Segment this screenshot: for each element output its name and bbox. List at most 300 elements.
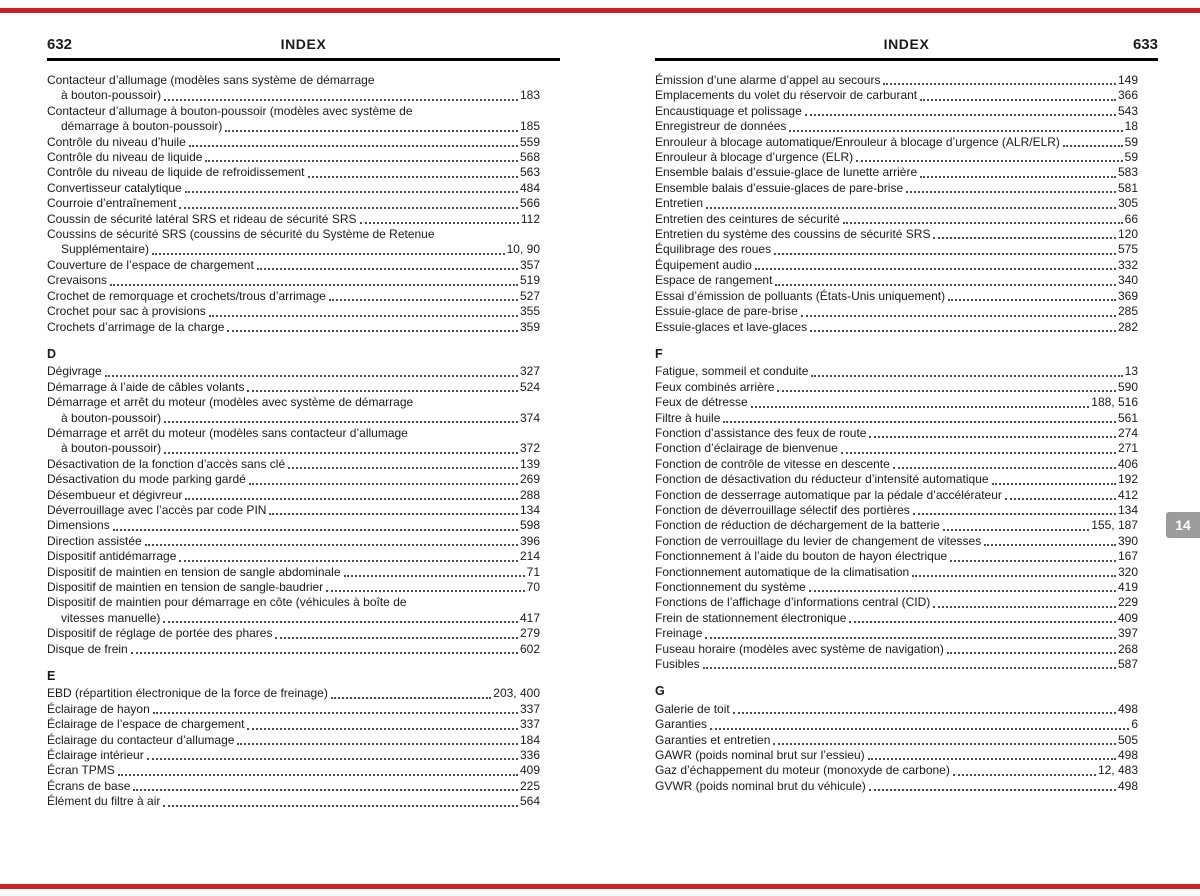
dot-leader <box>329 299 518 301</box>
dot-leader <box>869 436 1116 438</box>
entry-text: Fonctions de l’affichage d’informations central (CID) <box>655 595 931 610</box>
entry-row <box>47 642 540 657</box>
entry-page-number: 282 <box>1117 319 1138 334</box>
entry-row <box>47 242 540 257</box>
entry-page-number: 336 <box>519 748 540 763</box>
entry-row <box>47 748 540 763</box>
dot-leader <box>163 805 518 807</box>
entry-text: Fonction de déverrouillage sélectif des portières <box>655 502 910 517</box>
dot-leader <box>869 789 1116 791</box>
entry-row <box>655 119 1138 134</box>
entry-page-number: 359 <box>519 319 540 334</box>
entry-row <box>655 320 1138 335</box>
entry-row <box>47 733 540 748</box>
entry-page-number: 390 <box>1117 533 1138 548</box>
entry-row <box>47 212 540 227</box>
dot-leader <box>733 712 1116 714</box>
entry-text: Dispositif de réglage de portée des phares <box>47 626 273 641</box>
dot-leader <box>751 406 1090 408</box>
dot-leader <box>288 467 518 469</box>
entry-row <box>47 304 540 319</box>
entry-row <box>655 779 1138 794</box>
entry-page-number: 559 <box>519 134 540 149</box>
entry-page-number: 372 <box>519 441 540 456</box>
entry-text: Ensemble balais d’essuie-glaces de pare-brise <box>655 180 904 195</box>
dot-leader <box>164 421 518 423</box>
bottom-red-rule <box>0 884 1200 889</box>
entry-page-number: 139 <box>519 456 540 471</box>
index-entry <box>47 273 540 288</box>
entry-text: Écrans de base <box>47 778 131 793</box>
entry-text: Éclairage de hayon <box>47 701 150 716</box>
entry-text: Galerie de toit <box>655 701 730 716</box>
index-entry <box>655 642 1138 657</box>
entry-page-number: 527 <box>519 288 540 303</box>
index-entry <box>47 426 540 457</box>
entry-page-number: 575 <box>1117 242 1138 257</box>
dot-leader <box>1063 145 1123 147</box>
entry-page-number: 519 <box>519 273 540 288</box>
index-entry <box>47 534 540 549</box>
entry-text: Élément du filtre à air <box>47 794 161 809</box>
entry-text: Fonctionnement du système <box>655 580 806 594</box>
chapter-tab-label: 14 <box>1175 517 1191 533</box>
dot-leader <box>948 299 1116 301</box>
entry-text: Désactivation de la fonction d’accès sans clé <box>47 456 286 471</box>
entry-text: Fonction d’éclairage de bienvenue <box>655 441 838 456</box>
entry-page-number: 566 <box>519 196 540 211</box>
index-entry <box>655 611 1138 626</box>
entry-page-number: 568 <box>519 150 540 165</box>
entry-page-number: 561 <box>1117 410 1138 425</box>
entry-page-number: 498 <box>1117 701 1138 716</box>
entry-page-number: 417 <box>519 610 540 625</box>
entry-text: Émission d’une alarme d’appel au secours <box>655 73 881 87</box>
dot-leader <box>868 758 1116 760</box>
entry-page-number: 268 <box>1117 641 1138 656</box>
page-633 <box>655 36 1158 794</box>
dot-leader <box>933 606 1116 608</box>
dot-leader <box>209 315 518 317</box>
index-entry <box>655 580 1138 595</box>
page-header-right <box>655 36 1158 56</box>
entry-row <box>47 580 540 595</box>
dot-leader <box>247 728 518 730</box>
entry-row <box>655 258 1138 273</box>
index-entry <box>47 779 540 794</box>
entry-row <box>47 196 540 211</box>
top-red-rule <box>0 8 1200 13</box>
index-entry <box>655 273 1138 288</box>
entry-text: Enregistreur de données <box>655 119 787 134</box>
dot-leader <box>189 145 518 147</box>
entry-page-number: 184 <box>519 732 540 747</box>
dot-leader <box>308 176 518 178</box>
entry-text: à bouton-poussoir) <box>61 410 162 425</box>
entry-row <box>47 165 540 180</box>
entry-row <box>47 717 540 732</box>
entry-text: Garanties <box>655 717 708 732</box>
index-entry <box>655 733 1138 748</box>
entry-page-number: 269 <box>519 472 540 487</box>
entry-page-number: 590 <box>1117 379 1138 394</box>
index-entry <box>47 165 540 180</box>
entry-page-number: 279 <box>519 626 540 641</box>
entry-page-number: 59 <box>1124 150 1138 165</box>
entry-text: Éclairage du contacteur d’allumage <box>47 732 235 747</box>
dot-leader <box>789 130 1122 132</box>
dot-leader <box>777 390 1116 392</box>
entry-text: Ensemble balais d’essuie-glace de lunette arrière <box>655 165 918 180</box>
entry-text: Fonction d’assistance des feux de route <box>655 425 867 440</box>
entry-text: vitesses manuelle) <box>61 610 161 625</box>
entry-text: Contrôle du niveau de liquide <box>47 150 203 165</box>
entry-text: Essuie-glaces et lave-glaces <box>655 319 808 334</box>
entry-text: Encaustiquage et polissage <box>655 103 802 118</box>
entry-row <box>47 320 540 335</box>
dot-leader <box>801 315 1116 317</box>
entry-page-number: 409 <box>1117 610 1138 625</box>
dot-leader <box>257 268 518 270</box>
entry-page-number: 274 <box>1117 425 1138 440</box>
entry-row <box>655 441 1138 456</box>
entry-text: Crevaisons <box>47 273 108 288</box>
index-entry <box>655 549 1138 564</box>
index-entry <box>655 380 1138 395</box>
index-entry <box>655 304 1138 319</box>
index-entry <box>47 580 540 595</box>
entry-text: à bouton-poussoir) <box>61 441 162 456</box>
entry-text: Crochets d’arrimage de la charge <box>47 319 225 334</box>
entry-row <box>47 411 540 426</box>
entry-page-number: 598 <box>519 518 540 533</box>
index-entry <box>47 181 540 196</box>
entry-text: Fonction de verrouillage du levier de changement de vitesses <box>655 533 982 548</box>
index-entry <box>47 642 540 657</box>
entry-row <box>655 549 1138 564</box>
index-entry <box>47 549 540 564</box>
index-entry <box>47 380 540 395</box>
dot-leader <box>992 483 1116 485</box>
entry-text: Couverture de l’espace de chargement <box>47 257 254 272</box>
entry-row <box>655 196 1138 211</box>
entry-text: Frein de stationnement électronique <box>655 610 847 625</box>
entry-page-number: 134 <box>1117 502 1138 517</box>
entry-row <box>47 441 540 456</box>
index-entry <box>655 411 1138 426</box>
entry-text: Feux de détresse <box>655 395 748 410</box>
entry-page-number: 337 <box>519 717 540 732</box>
entry-text: Crochet pour sac à provisions <box>47 304 206 319</box>
entry-row <box>47 534 540 549</box>
entry-row <box>47 794 540 809</box>
index-entry <box>47 395 540 426</box>
index-entry <box>655 73 1138 88</box>
entry-row <box>47 364 540 379</box>
dot-leader <box>163 621 518 623</box>
entry-text: Direction assistée <box>47 533 142 548</box>
entry-row <box>655 364 1138 379</box>
index-entry <box>655 503 1138 518</box>
entry-text: Dispositif de maintien en tension de sangle abdominale <box>47 564 341 579</box>
entry-row <box>47 503 540 518</box>
index-entry <box>47 733 540 748</box>
entry-page-number: 337 <box>519 701 540 716</box>
index-entry <box>47 304 540 319</box>
entry-text: Courroie d’entraînement <box>47 196 177 211</box>
entry-text: Supplémentaire) <box>61 242 150 257</box>
dot-leader <box>810 330 1116 332</box>
index-entry <box>47 320 540 335</box>
entry-text: Fusibles <box>655 657 700 672</box>
index-entry <box>47 457 540 472</box>
entry-text: Contrôle du niveau de liquide de refroidissement <box>47 165 305 180</box>
entry-row <box>655 733 1138 748</box>
index-entry <box>47 503 540 518</box>
entry-row <box>655 395 1138 410</box>
entry-text: Dimensions <box>47 518 110 533</box>
dot-leader <box>775 284 1116 286</box>
index-entry <box>655 88 1138 103</box>
index-entry <box>655 181 1138 196</box>
entry-text: Fonction de désactivation du réducteur d’intensité automatique <box>655 472 989 487</box>
entry-page-number: 229 <box>1117 595 1138 610</box>
index-entry <box>47 626 540 641</box>
index-entry <box>655 626 1138 641</box>
entry-page-number: 134 <box>519 502 540 517</box>
index-entry <box>47 135 540 150</box>
entry-row <box>655 135 1138 150</box>
index-entry <box>47 794 540 809</box>
entry-page-number: 288 <box>519 487 540 502</box>
dot-leader <box>773 743 1116 745</box>
entry-text: Dispositif antidémarrage <box>47 549 177 564</box>
index-entry <box>47 289 540 304</box>
dot-leader <box>1005 498 1116 500</box>
entry-row <box>655 165 1138 180</box>
index-entry <box>655 488 1138 503</box>
dot-leader <box>920 176 1116 178</box>
entry-row <box>47 763 540 778</box>
entry-row <box>655 763 1138 778</box>
dot-leader <box>164 99 518 101</box>
entry-page-number: 340 <box>1117 273 1138 288</box>
entry-row <box>47 181 540 196</box>
entry-text-line: Démarrage et arrêt du moteur (modèles sans contacteur d’allumage <box>47 425 408 440</box>
entry-page-number: 419 <box>1117 580 1138 594</box>
dot-leader <box>113 529 518 531</box>
entry-page-number: 409 <box>519 763 540 778</box>
dot-leader <box>249 483 518 485</box>
index-entry <box>47 364 540 379</box>
entry-page-number: 6 <box>1131 717 1138 732</box>
dot-leader <box>710 728 1129 730</box>
index-entry <box>47 717 540 732</box>
dot-leader <box>856 160 1123 162</box>
entry-row <box>47 611 540 626</box>
entry-row <box>47 779 540 794</box>
entry-text: Éclairage intérieur <box>47 748 144 763</box>
entry-text: Convertisseur catalytique <box>47 180 182 195</box>
entry-text: Fuseau horaire (modèles avec système de navigation) <box>655 641 944 656</box>
entry-page-number: 396 <box>519 533 540 548</box>
index-entry <box>655 258 1138 273</box>
entry-page-number: 355 <box>519 304 540 319</box>
entry-text-line: Coussins de sécurité SRS (coussins de sécurité du Système de Retenue <box>47 227 435 242</box>
entry-row <box>47 549 540 564</box>
entry-page-number: 543 <box>1117 103 1138 118</box>
index-entry <box>655 104 1138 119</box>
dot-leader <box>705 637 1116 639</box>
entry-text: Désactivation du mode parking gardé <box>47 472 246 487</box>
entry-row <box>655 518 1138 533</box>
index-entry <box>655 779 1138 794</box>
dot-leader <box>843 222 1123 224</box>
entry-text: Désembueur et dégivreur <box>47 487 183 502</box>
entry-page-number: 225 <box>519 778 540 793</box>
index-entry <box>47 686 540 701</box>
entry-row <box>47 119 540 134</box>
dot-leader <box>906 191 1116 193</box>
entry-page-number: 305 <box>1117 196 1138 211</box>
entry-page-number: 357 <box>519 257 540 272</box>
entry-page-number: 366 <box>1117 88 1138 103</box>
entry-text: Contrôle du niveau d’huile <box>47 134 186 149</box>
entry-text: Freinage <box>655 626 703 641</box>
page-number-left: 632 <box>47 36 73 53</box>
entry-text: Feux combinés arrière <box>655 379 775 394</box>
entry-text: Équipement audio <box>655 257 752 272</box>
index-entry <box>655 518 1138 533</box>
index-entry <box>47 748 540 763</box>
dot-leader <box>179 207 518 209</box>
index-entry <box>655 150 1138 165</box>
index-entry <box>655 196 1138 211</box>
entry-page-number: 397 <box>1117 626 1138 641</box>
dot-leader <box>774 253 1116 255</box>
section-heading-d: D <box>47 346 57 361</box>
entry-row <box>47 88 540 103</box>
index-entry <box>655 119 1138 134</box>
entry-row <box>655 411 1138 426</box>
section-heading-f: F <box>655 346 663 361</box>
entry-page-number: 505 <box>1117 732 1138 747</box>
dot-leader <box>706 207 1116 209</box>
dot-leader <box>811 375 1122 377</box>
entry-page-number: 59 <box>1124 134 1138 149</box>
chapter-tab-14 <box>1166 512 1200 538</box>
dot-leader <box>920 99 1116 101</box>
index-entry <box>655 717 1138 732</box>
entry-page-number: 18 <box>1124 119 1138 134</box>
entry-text: EBD (répartition électronique de la force de freinage) <box>47 686 328 701</box>
entry-text: Fonctionnement automatique de la climatisation <box>655 564 910 579</box>
dot-leader <box>912 575 1116 577</box>
entry-row <box>47 626 540 641</box>
dot-leader <box>326 590 524 592</box>
entry-row <box>47 150 540 165</box>
entry-text: GAWR (poids nominal brut sur l’essieu) <box>655 748 865 763</box>
entry-row <box>47 457 540 472</box>
entry-text: Fonctionnement à l’aide du bouton de hayon électrique <box>655 549 948 564</box>
entry-row <box>655 642 1138 657</box>
index-entry <box>47 702 540 717</box>
entry-page-number: 524 <box>519 379 540 394</box>
index-entry <box>47 763 540 778</box>
entry-row <box>47 686 540 701</box>
dot-leader <box>360 222 519 224</box>
entry-page-number: 587 <box>1117 657 1138 672</box>
entry-text: Crochet de remorquage et crochets/trous d’arrimage <box>47 288 326 303</box>
entry-page-number: 149 <box>1117 73 1138 87</box>
entry-page-number: 412 <box>1117 487 1138 502</box>
dot-leader <box>723 421 1116 423</box>
entry-row <box>655 426 1138 441</box>
entry-text: Équilibrage des roues <box>655 242 772 257</box>
entry-row <box>655 534 1138 549</box>
entry-row <box>655 748 1138 763</box>
index-entry <box>47 227 540 258</box>
index-entry <box>655 395 1138 410</box>
entry-text-line: Contacteur d’allumage à bouton-poussoir (modèles avec système de <box>47 103 413 118</box>
entry-text: Gaz d’échappement du moteur (monoxyde de carbone) <box>655 763 950 778</box>
entry-page-number: 183 <box>519 88 540 103</box>
entry-row <box>655 488 1138 503</box>
entry-page-number: 120 <box>1117 227 1138 242</box>
dot-leader <box>805 114 1116 116</box>
index-entries-left <box>47 61 560 810</box>
entry-text: Coussin de sécurité latéral SRS et rideau de sécurité SRS <box>47 211 357 226</box>
entry-row <box>655 472 1138 487</box>
index-entry <box>655 426 1138 441</box>
index-entry <box>655 227 1138 242</box>
entry-page-number: 484 <box>519 180 540 195</box>
dot-leader <box>225 130 518 132</box>
entry-row <box>655 150 1138 165</box>
dot-leader <box>147 758 518 760</box>
entry-row <box>655 657 1138 672</box>
entry-text-line: Contacteur d’allumage (modèles sans système de démarrage <box>47 73 375 87</box>
entry-page-number: 185 <box>519 119 540 134</box>
entry-page-number: 327 <box>519 364 540 379</box>
entry-page-number: 112 <box>520 211 540 226</box>
dot-leader <box>331 697 491 699</box>
entry-page-number: 12, 483 <box>1097 763 1138 778</box>
index-entries-right <box>655 61 1158 794</box>
dot-leader <box>703 667 1116 669</box>
index-entry <box>47 104 540 135</box>
entry-page-number: 602 <box>519 641 540 656</box>
dot-leader <box>205 160 518 162</box>
entry-page-number: 203, 400 <box>493 686 540 701</box>
section-heading-e: E <box>47 669 56 684</box>
page-title-left: INDEX <box>280 36 327 52</box>
entry-page-number: 214 <box>519 549 540 564</box>
dot-leader <box>105 375 518 377</box>
dot-leader <box>883 83 1116 85</box>
entry-row <box>655 304 1138 319</box>
index-entry <box>47 73 540 104</box>
index-entry <box>655 595 1138 610</box>
entry-row <box>655 273 1138 288</box>
entry-text: Disque de frein <box>47 641 128 656</box>
entry-text: Espace de rangement <box>655 273 773 288</box>
entry-page-number: 71 <box>526 564 540 579</box>
entry-row <box>655 580 1138 595</box>
entry-page-number: 583 <box>1117 165 1138 180</box>
index-entry <box>47 565 540 580</box>
dot-leader <box>933 237 1116 239</box>
